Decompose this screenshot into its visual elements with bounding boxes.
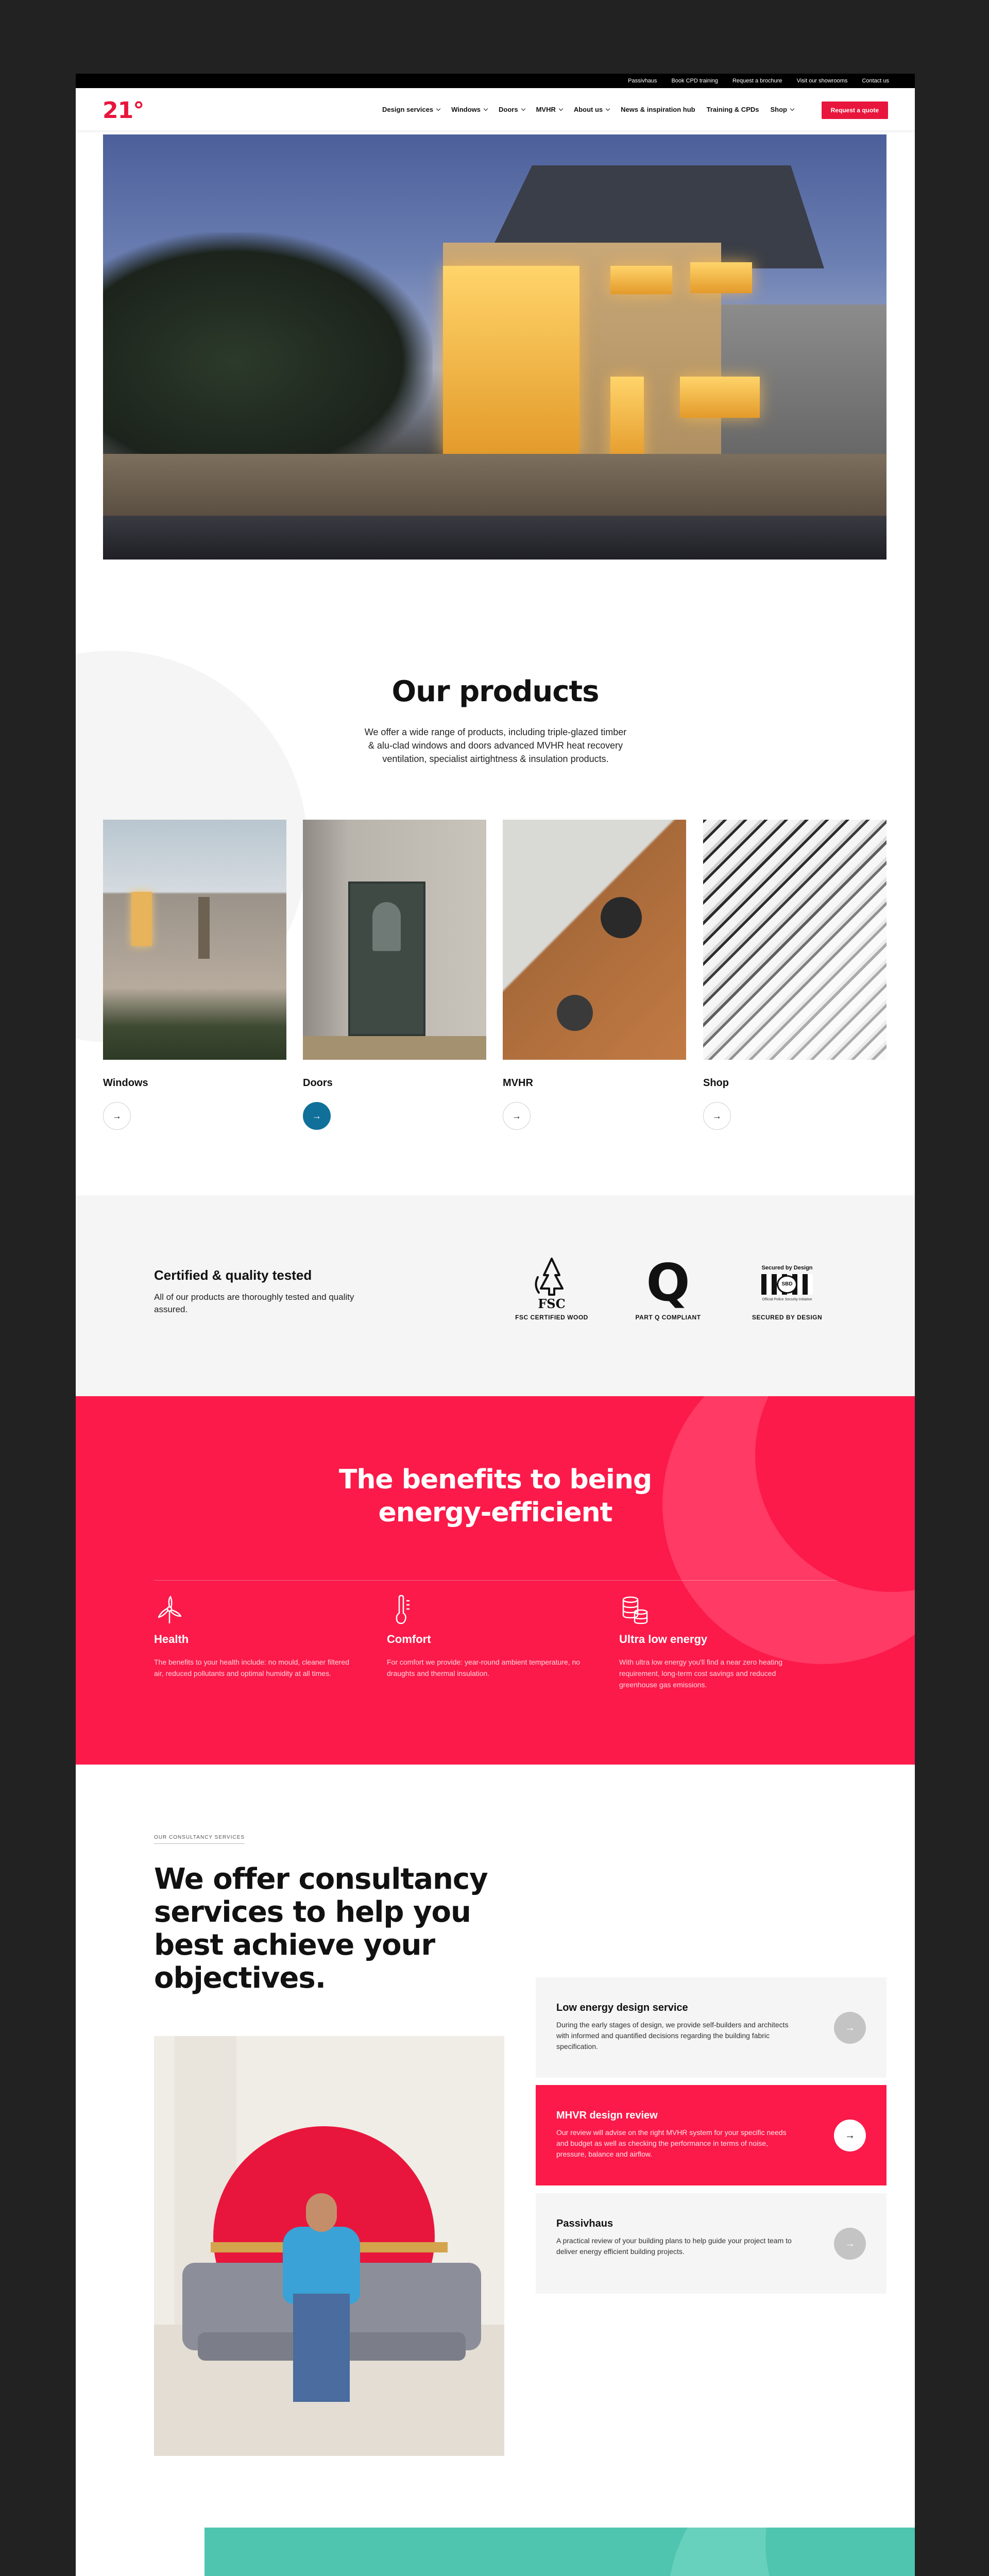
- hero-image: [103, 134, 886, 560]
- nav-item-label: Training & CPDs: [706, 105, 759, 113]
- arrow-right-icon[interactable]: →: [834, 2120, 866, 2151]
- nav-item-label: Design services: [382, 105, 434, 113]
- wind-turbine-icon: [154, 1595, 185, 1625]
- hero-window: [443, 266, 579, 456]
- benefit-health: [154, 1595, 360, 1679]
- sbd-mark-bottom: Official Police Security Initiative: [762, 1297, 812, 1301]
- product-cards: [103, 820, 886, 1129]
- utility-links: [628, 74, 889, 88]
- consultancy-kicker: OUR CONSULTANCY SERVICES: [154, 1835, 245, 1844]
- decorative-ring: [765, 2528, 915, 2576]
- service-low-energy-design[interactable]: [536, 1977, 886, 2078]
- shop-section: [204, 2528, 915, 2576]
- fsc-logo-icon: [505, 1252, 598, 1314]
- nav-item-about[interactable]: [574, 106, 609, 113]
- logo-caption: FSC CERTIFIED WOOD: [515, 1314, 588, 1321]
- thermometer-icon: [387, 1595, 418, 1625]
- service-text: Our review will advise on the right MVHR system for your specific needs and budget as well as checking the performance in terms of noise, pressure, balance and airflow.: [556, 2128, 787, 2158]
- product-card-mvhr[interactable]: [503, 820, 686, 1129]
- logo-caption: PART Q COMPLIANT: [635, 1314, 701, 1321]
- service-title: MHVR design review: [556, 2110, 658, 2121]
- fsc-badge: [505, 1252, 598, 1321]
- logo-caption: SECURED BY DESIGN: [752, 1314, 823, 1321]
- benefit-title: Health: [154, 1633, 189, 1646]
- request-quote-button[interactable]: Request a quote: [822, 101, 888, 119]
- hero-road: [103, 516, 886, 560]
- nav-item-mvhr[interactable]: [536, 106, 562, 113]
- service-mhvr-design-review[interactable]: [536, 2085, 886, 2185]
- nav-item-design-services[interactable]: [382, 106, 440, 113]
- nav-item-windows[interactable]: [451, 106, 487, 113]
- consultancy-image: [154, 2036, 504, 2456]
- product-card-title: Windows: [103, 1077, 148, 1089]
- part-q-logo-icon: [622, 1252, 714, 1314]
- part-q-badge: [622, 1252, 714, 1321]
- product-card-doors[interactable]: [303, 820, 486, 1129]
- utility-link-passivhaus[interactable]: Passivhaus: [628, 78, 657, 84]
- nav-item-label: MVHR: [536, 105, 556, 113]
- nav-item-label: News & inspiration hub: [621, 105, 695, 113]
- service-text: During the early stages of design, we provide self-builders and architects with informed and quantified decisions regarding the building fabric specification.: [556, 2021, 789, 2050]
- arrow-right-icon[interactable]: →: [834, 2012, 866, 2044]
- utility-link-contact[interactable]: Contact us: [862, 78, 889, 84]
- windows-image: [103, 820, 286, 1060]
- chevron-down-icon: [521, 106, 525, 110]
- hero-stone-wall: [103, 454, 886, 516]
- benefits-title-line1: The benefits to being: [338, 1464, 652, 1495]
- nav-item-label: Shop: [770, 105, 787, 113]
- benefit-text: For comfort we provide: year-round ambient temperature, no draughts and thermal insulation.: [387, 1658, 581, 1677]
- service-passivhaus[interactable]: [536, 2193, 886, 2294]
- chevron-down-icon: [606, 106, 610, 110]
- service-text: A practical review of your building plans to help guide your project team to deliver energy efficient building projects.: [556, 2236, 792, 2256]
- product-card-windows[interactable]: [103, 820, 286, 1129]
- benefit-ultra-low-energy: [619, 1595, 825, 1690]
- utility-link-showrooms[interactable]: Visit our showrooms: [796, 78, 848, 84]
- arrow-right-icon[interactable]: →: [703, 1102, 731, 1130]
- benefit-comfort: [387, 1595, 593, 1679]
- products-title: Our products: [391, 675, 599, 708]
- coins-icon: [619, 1595, 650, 1625]
- part-q-mark-text: Q: [646, 1252, 690, 1313]
- divider: [154, 1580, 837, 1581]
- arrow-right-icon[interactable]: →: [834, 2228, 866, 2260]
- nav-item-label: Windows: [451, 105, 481, 113]
- mvhr-image: [503, 820, 686, 1060]
- arrow-right-icon[interactable]: →: [303, 1102, 331, 1130]
- chevron-down-icon: [559, 106, 563, 110]
- page: [76, 74, 915, 2576]
- benefits-title-line2: energy-efficient: [378, 1497, 612, 1528]
- chevron-down-icon: [790, 106, 794, 110]
- nav-item-label: About us: [573, 105, 603, 113]
- hero-window: [610, 266, 672, 294]
- products-description: We offer a wide range of products, including triple-glazed timber & alu-clad windows and doors advanced MVHR heat recovery ventilation, specialist airtightness & insulation products.: [364, 727, 627, 764]
- certified-section: [76, 1195, 915, 1396]
- product-card-shop[interactable]: [703, 820, 886, 1129]
- utility-bar: [76, 74, 915, 88]
- utility-link-brochure[interactable]: Request a brochure: [732, 78, 782, 84]
- site-logo[interactable]: 21°: [103, 97, 144, 124]
- chevron-down-icon: [484, 106, 488, 110]
- secured-by-design-logo-icon: [741, 1252, 833, 1314]
- consultancy-title: We offer consultancy services to help you best achieve your objectives.: [154, 1862, 488, 1995]
- hero-window: [610, 377, 644, 462]
- chevron-down-icon: [436, 106, 440, 110]
- fsc-mark-text: FSC: [538, 1296, 566, 1311]
- nav-item-news[interactable]: [621, 106, 695, 113]
- benefit-text: With ultra low energy you'll find a near zero heating requirement, long-term cost savings and reduced greenhouse gas emissions.: [619, 1658, 783, 1689]
- product-card-title: Shop: [703, 1077, 729, 1089]
- nav-item-training[interactable]: [707, 106, 759, 113]
- sbd-mark-top: Secured by Design: [761, 1264, 813, 1271]
- hero-window: [680, 377, 760, 418]
- service-title: Passivhaus: [556, 2218, 613, 2229]
- doors-image: [303, 820, 486, 1060]
- benefit-text: The benefits to your health include: no mould, cleaner filtered air, reduced pollutants and optimal humidity at all times.: [154, 1658, 350, 1677]
- certified-subtitle: All of our products are thoroughly tested and quality assured.: [154, 1292, 354, 1314]
- nav-item-shop[interactable]: [771, 106, 794, 113]
- arrow-right-icon[interactable]: →: [103, 1102, 131, 1130]
- product-card-title: MVHR: [503, 1077, 533, 1089]
- sbd-mark-center: SBD: [777, 1275, 797, 1294]
- arrow-right-icon[interactable]: →: [503, 1102, 531, 1130]
- shop-product-image: [703, 820, 886, 1060]
- hero-window: [690, 262, 752, 293]
- benefits-title: [76, 1463, 915, 1529]
- nav-item-doors[interactable]: [499, 106, 525, 113]
- service-title: Low energy design service: [556, 2002, 688, 2013]
- hero-trees: [103, 232, 433, 490]
- nav-menu: [382, 88, 794, 130]
- nav-item-label: Doors: [499, 105, 518, 113]
- utility-link-cpd[interactable]: Book CPD training: [671, 78, 718, 84]
- benefit-title: Ultra low energy: [619, 1633, 708, 1646]
- product-card-title: Doors: [303, 1077, 333, 1089]
- benefit-title: Comfort: [387, 1633, 431, 1646]
- benefits-section: [76, 1396, 915, 1765]
- main-nav: [76, 88, 915, 130]
- secured-by-design-badge: [741, 1252, 833, 1321]
- certified-title: Certified & quality tested: [154, 1267, 312, 1283]
